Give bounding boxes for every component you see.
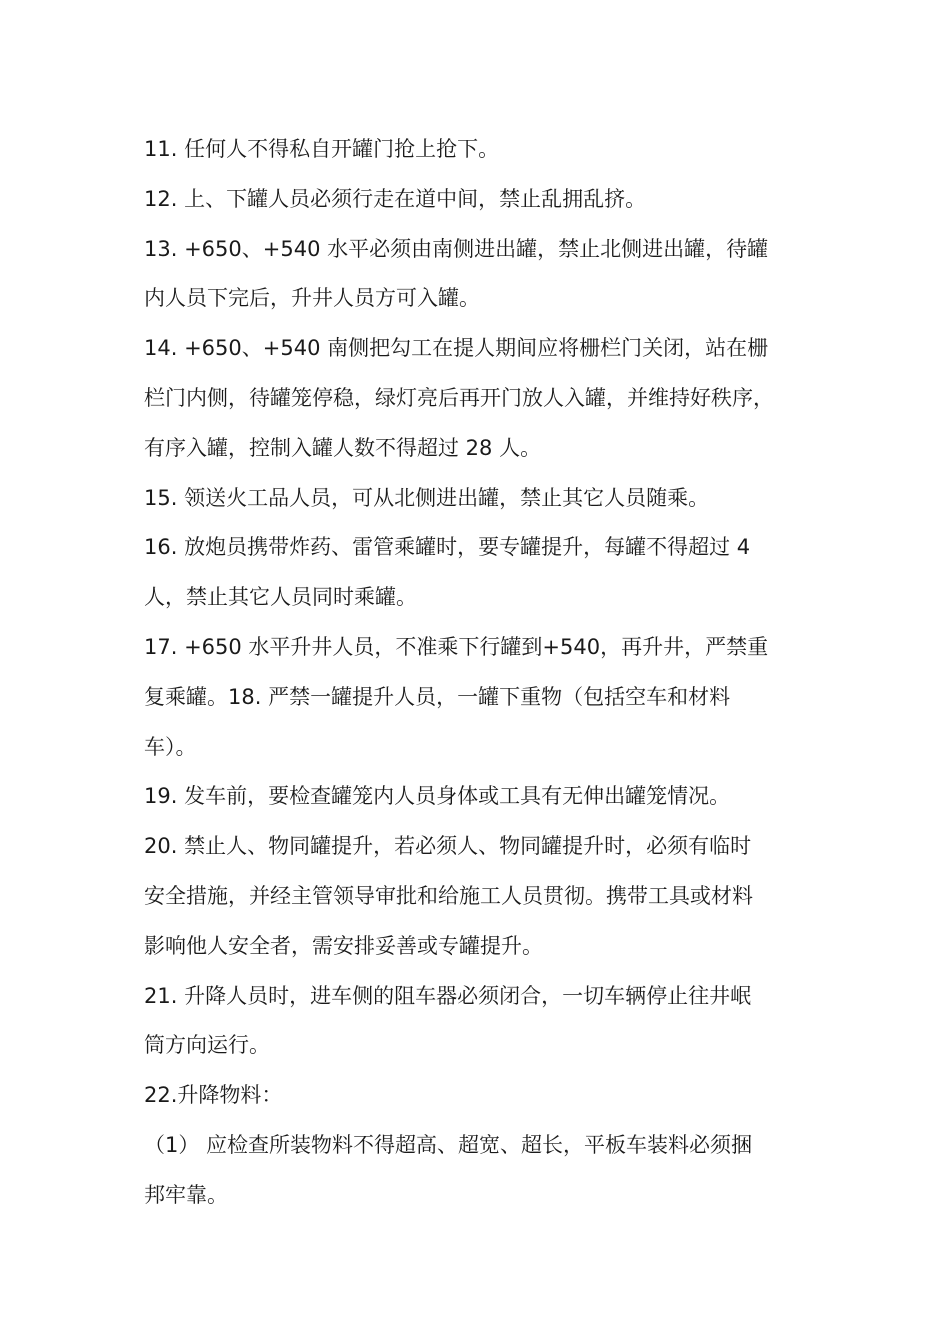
text-line-rule-22-heading: 22.升降物料：	[144, 1083, 283, 1108]
text-line-rule-14: 14. +650、+540 南侧把勾工在提人期间应将栅栏门关闭，站在栅	[144, 336, 769, 361]
text-line-rule-20: 20. 禁止人、物同罐提升，若必须人、物同罐提升时，必须有临时	[144, 834, 752, 859]
text-line-rule-17-18: 复乘罐。18. 严禁一罐提升人员，一罐下重物（包括空车和材料	[144, 684, 731, 709]
text-line-rule-11: 11. 任何人不得私自开罐门抢上抢下。	[144, 137, 500, 161]
text-line-rule-18-cont: 车）。	[144, 734, 197, 759]
document-body	[144, 125, 844, 1221]
text-line-rule-20-cont-1: 安全措施，并经主管领导审批和给施工人员贯彻。携带工具或材料	[144, 883, 753, 908]
text-line-rule-14-cont-2: 有序入罐，控制入罐人数不得超过 28 人。	[144, 435, 542, 460]
text-line-rule-15: 15. 领送火工品人员，可从北侧进出罐，禁止其它人员随乘。	[144, 485, 710, 510]
text-line-rule-20-cont-2: 影响他人安全者，需安排妥善或专罐提升。	[144, 933, 543, 958]
text-line-rule-17: 17. +650 水平升井人员，不准乘下行罐到+540，再升井，严禁重	[144, 634, 769, 659]
text-line-rule-13: 13. +650、+540 水平必须由南侧进出罐，禁止北侧进出罐，待罐	[144, 236, 769, 261]
text-line-rule-22-item-1: （1） 应检查所装物料不得超高、超宽、超长，平板车装料必须捆	[144, 1132, 753, 1157]
text-line-rule-21-cont: 筒方向运行。	[144, 1033, 270, 1058]
text-line-rule-14-cont-1: 栏门内侧，待罐笼停稳，绿灯亮后再开门放人入罐，并维持好秩序，	[144, 385, 774, 410]
text-line-rule-22-item-1-cont: 邦牢靠。	[144, 1182, 228, 1207]
text-line-rule-19: 19. 发车前，要检查罐笼内人员身体或工具有无伸出罐笼情况。	[144, 784, 731, 809]
text-line-rule-13-cont: 内人员下完后，升井人员方可入罐。	[144, 286, 480, 311]
text-line-rule-12: 12. 上、下罐人员必须行走在道中间，禁止乱拥乱挤。	[144, 186, 647, 211]
text-line-rule-16-cont: 人，禁止其它人员同时乘罐。	[144, 585, 417, 610]
text-line-rule-21: 21. 升降人员时，进车侧的阻车器必须闭合，一切车辆停止往井岷	[144, 983, 752, 1008]
text-line-rule-16: 16. 放炮员携带炸药、雷管乘罐时，要专罐提升，每罐不得超过 4	[144, 535, 751, 560]
